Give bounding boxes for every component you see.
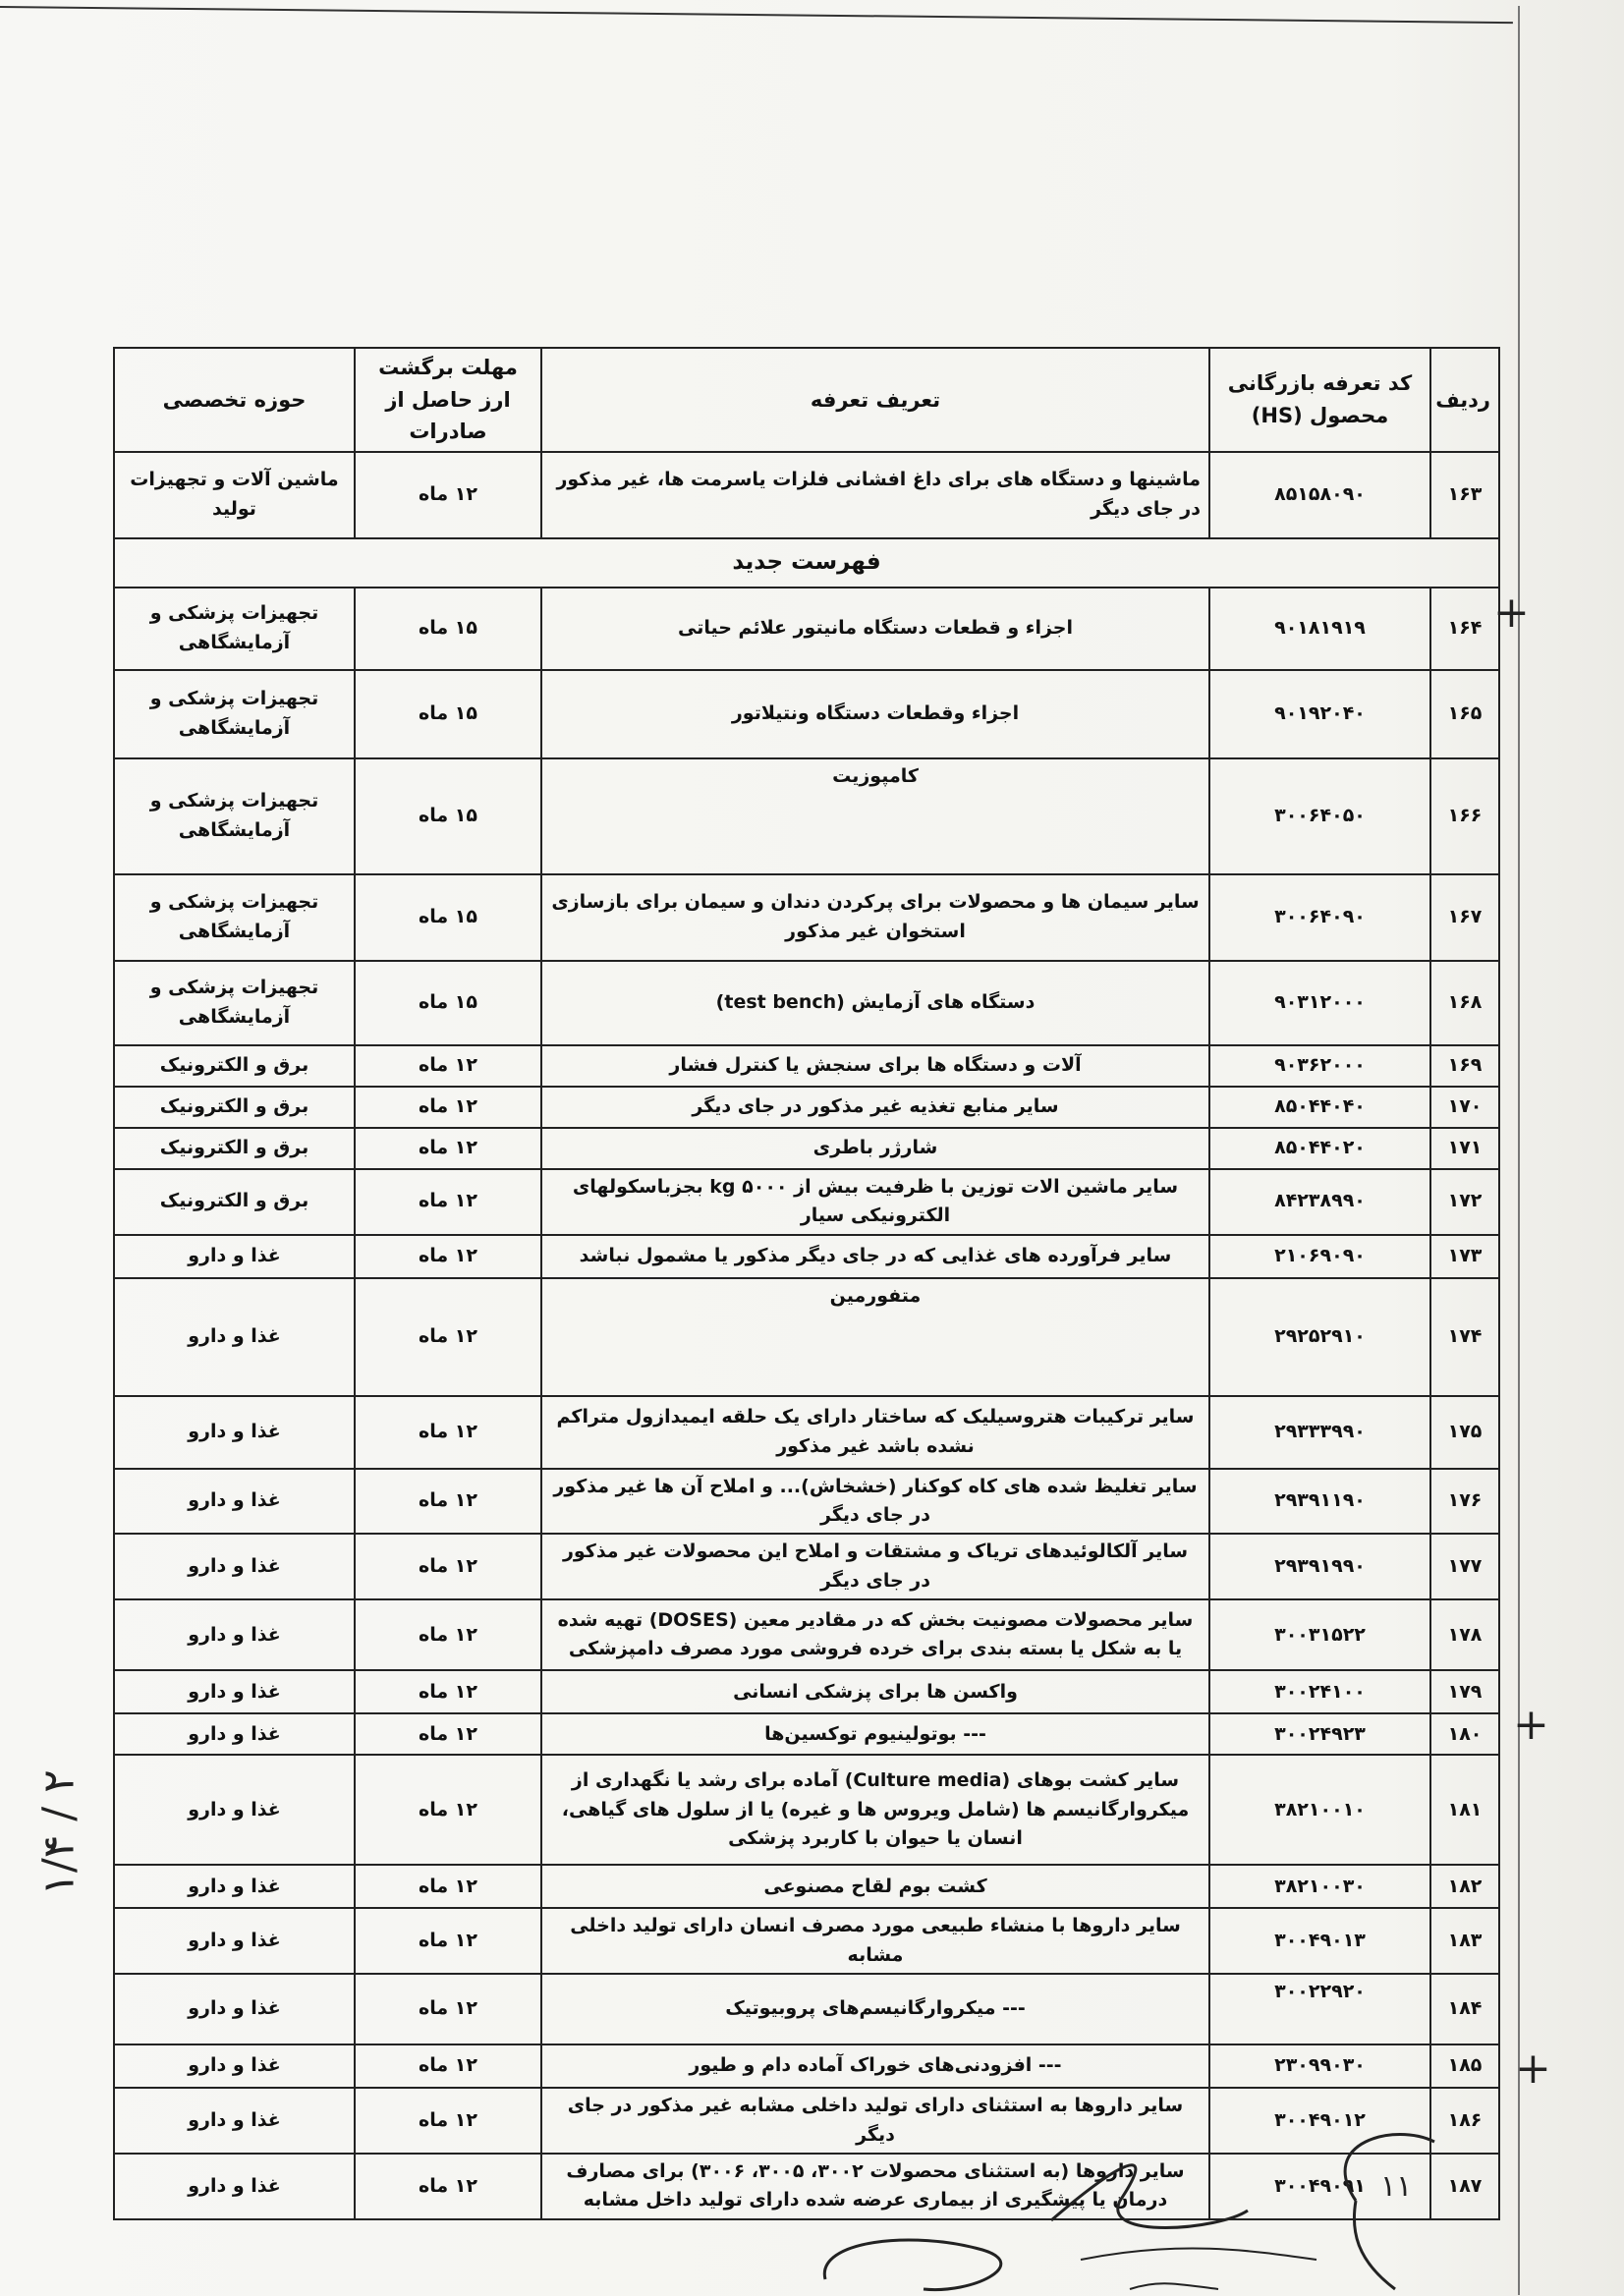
row-number: ۱۶۹: [1430, 1045, 1499, 1087]
table-row: [114, 1235, 1499, 1278]
row-number: ۱۷۱: [1430, 1128, 1499, 1169]
row-number: ۱۸۶: [1430, 2088, 1499, 2154]
section-title: فهرست جدید: [114, 538, 1499, 588]
tariff-definition: متفورمین: [541, 1278, 1209, 1396]
table-row: [114, 1974, 1499, 2044]
tariff-definition: اجزاء وقطعات دستگاه ونتیلاتور: [541, 670, 1209, 758]
specialty-field: تجهیزات پزشکی و آزمایشگاهی: [114, 874, 355, 961]
row-number: ۱۸۱: [1430, 1755, 1499, 1865]
row-number: ۱۷۴: [1430, 1278, 1499, 1396]
deadline: ۱۲ ماه: [355, 1235, 541, 1278]
hs-code: ۸۵۰۴۴۰۴۰: [1209, 1087, 1430, 1128]
hs-code: ۲۹۳۹۱۹۹۰: [1209, 1534, 1430, 1599]
header-deadline: مهلت برگشت ارز حاصل از صادرات: [355, 348, 541, 452]
deadline: ۱۲ ماه: [355, 1469, 541, 1535]
tariff-definition: سایر داروها با منشاء طبیعی مورد مصرف انسان دارای تولید داخلی مشابه: [541, 1908, 1209, 1974]
table-row: [114, 758, 1499, 874]
tariff-table: [113, 347, 1500, 2220]
hs-code: ۳۰۰۲۴۹۲۳: [1209, 1713, 1430, 1755]
deadline: ۱۲ ماه: [355, 1974, 541, 2044]
specialty-field: غذا و دارو: [114, 1599, 355, 1670]
table-row: [114, 1045, 1499, 1087]
table-header-row: [114, 348, 1499, 452]
hs-code: ۳۰۰۶۴۰۵۰: [1209, 758, 1430, 874]
tariff-definition: سایر کشت بوهای (Culture media) آماده برای رشد یا نگهداری از میکروارگانیسم ها (شامل ویروس ها و غیره) یا از سلول های گیاهی، انسان یا حیوان با کاربرد پزشکی: [541, 1755, 1209, 1865]
table-row: [114, 1396, 1499, 1469]
tariff-definition: سایر داروها به استثنای دارای تولید داخلی مشابه غیر مذکور در جای دیگر: [541, 2088, 1209, 2154]
deadline: ۱۵ ماه: [355, 758, 541, 874]
hs-code: ۸۴۲۳۸۹۹۰: [1209, 1169, 1430, 1235]
deadline: ۱۵ ماه: [355, 961, 541, 1045]
row-number: ۱۶۸: [1430, 961, 1499, 1045]
tariff-definition: --- بوتولینیوم توکسین‌ها: [541, 1713, 1209, 1755]
deadline: ۱۵ ماه: [355, 874, 541, 961]
table-row: [114, 452, 1499, 538]
specialty-field: غذا و دارو: [114, 1908, 355, 1974]
row-number: ۱۶۳: [1430, 452, 1499, 538]
margin-plus-mark: +: [1493, 588, 1530, 638]
deadline: ۱۲ ماه: [355, 1755, 541, 1865]
table-row: [114, 1128, 1499, 1169]
row-number: ۱۷۵: [1430, 1396, 1499, 1469]
margin-handwritten-note: ۱/۴ / ۲: [33, 1769, 84, 1896]
specialty-field: غذا و دارو: [114, 2154, 355, 2219]
tariff-definition: سایر محصولات مصونیت بخش که در مقادیر معین (DOSES) تهیه شده یا به شکل یا بسته بندی برای خرده فروشی مورد مصرف دامپزشکی: [541, 1599, 1209, 1670]
row-number: ۱۸۷: [1430, 2154, 1499, 2219]
specialty-field: برق و الکترونیک: [114, 1045, 355, 1087]
hs-code: ۸۵۱۵۸۰۹۰: [1209, 452, 1430, 538]
table-row: [114, 961, 1499, 1045]
specialty-field: برق و الکترونیک: [114, 1087, 355, 1128]
hs-code: ۳۰۰۴۹۰۱۳: [1209, 1908, 1430, 1974]
tariff-definition: سایر سیمان ها و محصولات برای پرکردن دندان و سیمان برای بازسازی استخوان غیر مذکور: [541, 874, 1209, 961]
table-row: [114, 1534, 1499, 1599]
hs-code: ۲۹۳۳۳۹۹۰: [1209, 1396, 1430, 1469]
table-row: [114, 1278, 1499, 1396]
tariff-definition: اجزاء و قطعات دستگاه مانیتور علائم حیاتی: [541, 588, 1209, 670]
specialty-field: غذا و دارو: [114, 1974, 355, 2044]
tariff-definition: سایر منابع تغذیه غیر مذکور در جای دیگر: [541, 1087, 1209, 1128]
hs-code: ۳۰۰۴۹۰۹۱: [1209, 2154, 1430, 2219]
tariff-definition: --- افزودنی‌های خوراک آماده دام و طیور: [541, 2044, 1209, 2088]
hs-code: ۳۸۲۱۰۰۱۰: [1209, 1755, 1430, 1865]
signature-image: [806, 2122, 1493, 2296]
section-row: [114, 538, 1499, 588]
deadline: ۱۲ ماه: [355, 1534, 541, 1599]
row-number: ۱۶۶: [1430, 758, 1499, 874]
table-row: [114, 670, 1499, 758]
row-number: ۱۶۷: [1430, 874, 1499, 961]
tariff-definition: سایر ماشین الات توزین با ظرفیت بیش از ۵۰۰۰ kg بجزباسکولهای الکترونیکی سیار: [541, 1169, 1209, 1235]
hs-code: ۹۰۱۹۲۰۴۰: [1209, 670, 1430, 758]
specialty-field: برق و الکترونیک: [114, 1169, 355, 1235]
hs-code: ۳۰۰۲۲۹۲۰: [1209, 1974, 1430, 2044]
row-number: ۱۷۷: [1430, 1534, 1499, 1599]
row-number: ۱۸۰: [1430, 1713, 1499, 1755]
tariff-definition: --- میکروارگانیسم‌های پروبیوتیک: [541, 1974, 1209, 2044]
header-definition: تعریف تعرفه: [541, 348, 1209, 452]
specialty-field: غذا و دارو: [114, 1396, 355, 1469]
header-field: حوزه تخصصی: [114, 348, 355, 452]
deadline: ۱۵ ماه: [355, 670, 541, 758]
deadline: ۱۲ ماه: [355, 1278, 541, 1396]
tariff-definition: ماشینها و دستگاه های برای داغ افشانی فلزات یاسرمت ها، غیر مذکور در جای دیگر: [541, 452, 1209, 538]
table-row: [114, 1169, 1499, 1235]
deadline: ۱۲ ماه: [355, 1045, 541, 1087]
table-row: [114, 874, 1499, 961]
row-number: ۱۸۲: [1430, 1865, 1499, 1908]
table-row: [114, 1087, 1499, 1128]
table-row: [114, 1908, 1499, 1974]
row-number: ۱۷۹: [1430, 1670, 1499, 1713]
specialty-field: غذا و دارو: [114, 1713, 355, 1755]
deadline: ۱۲ ماه: [355, 1713, 541, 1755]
table-row: [114, 1865, 1499, 1908]
deadline: ۱۲ ماه: [355, 452, 541, 538]
hs-code: ۲۹۲۵۲۹۱۰: [1209, 1278, 1430, 1396]
tariff-definition: شارژر باطری: [541, 1128, 1209, 1169]
table-row: [114, 1713, 1499, 1755]
header-hs-code: کد تعرفه بازرگانی محصول (HS): [1209, 348, 1430, 452]
table-row: [114, 1599, 1499, 1670]
specialty-field: غذا و دارو: [114, 2088, 355, 2154]
tariff-definition: سایر ترکیبات هتروسیلیک که ساختار دارای یک حلقه ایمیدازول متراکم نشده باشد غیر مذکور: [541, 1396, 1209, 1469]
table-row: [114, 2044, 1499, 2088]
row-number: ۱۷۶: [1430, 1469, 1499, 1535]
hs-code: ۲۳۰۹۹۰۳۰: [1209, 2044, 1430, 2088]
tariff-definition: دستگاه های آزمایش (test bench): [541, 961, 1209, 1045]
hs-code: ۹۰۳۱۲۰۰۰: [1209, 961, 1430, 1045]
row-number: ۱۸۵: [1430, 2044, 1499, 2088]
tariff-definition: واکسن ها برای پزشکی انسانی: [541, 1670, 1209, 1713]
table-row: [114, 1469, 1499, 1535]
deadline: ۱۲ ماه: [355, 1908, 541, 1974]
scan-edge-right: [1518, 6, 1520, 2295]
specialty-field: غذا و دارو: [114, 1278, 355, 1396]
deadline: ۱۲ ماه: [355, 1670, 541, 1713]
hs-code: ۳۰۰۴۹۰۱۲: [1209, 2088, 1430, 2154]
deadline: ۱۲ ماه: [355, 2044, 541, 2088]
specialty-field: غذا و دارو: [114, 1865, 355, 1908]
table-row: [114, 1670, 1499, 1713]
specialty-field: تجهیزات پزشکی و آزمایشگاهی: [114, 961, 355, 1045]
specialty-field: ماشین آلات و تجهیزات تولید: [114, 452, 355, 538]
specialty-field: غذا و دارو: [114, 1670, 355, 1713]
hs-code: ۳۰۰۲۴۱۰۰: [1209, 1670, 1430, 1713]
hs-code: ۲۹۳۹۱۱۹۰: [1209, 1469, 1430, 1535]
tariff-definition: کامپوزیت: [541, 758, 1209, 874]
tariff-definition: سایر آلکالوئیدهای تریاک و مشتقات و املاح این محصولات غیر مذکور در جای دیگر: [541, 1534, 1209, 1599]
deadline: ۱۲ ماه: [355, 2088, 541, 2154]
deadline: ۱۲ ماه: [355, 1087, 541, 1128]
row-number: ۱۶۴: [1430, 588, 1499, 670]
page-mark: ۱۱: [1380, 2169, 1413, 2204]
deadline: ۱۲ ماه: [355, 1865, 541, 1908]
deadline: ۱۲ ماه: [355, 1599, 541, 1670]
specialty-field: تجهیزات پزشکی و آزمایشگاهی: [114, 670, 355, 758]
specialty-field: غذا و دارو: [114, 1469, 355, 1535]
hs-code: ۸۵۰۴۴۰۲۰: [1209, 1128, 1430, 1169]
deadline: ۱۲ ماه: [355, 1169, 541, 1235]
deadline: ۱۲ ماه: [355, 1128, 541, 1169]
row-number: ۱۸۴: [1430, 1974, 1499, 2044]
specialty-field: تجهیزات پزشکی و آزمایشگاهی: [114, 758, 355, 874]
hs-code: ۲۱۰۶۹۰۹۰: [1209, 1235, 1430, 1278]
tariff-definition: سایر داروها (به استثنای محصولات ۳۰۰۲، ۳۰۰۵، ۳۰۰۶) برای مصارف درمان یا پیشگیری از بیماری عرضه شده دارای تولید داخل مشابه: [541, 2154, 1209, 2219]
hs-code: ۹۰۱۸۱۹۱۹: [1209, 588, 1430, 670]
margin-plus-mark: +: [1515, 2044, 1551, 2094]
tariff-definition: سایر فرآورده های غذایی که در جای دیگر مذکور یا مشمول نباشد: [541, 1235, 1209, 1278]
tariff-definition: آلات و دستگاه ها برای سنجش یا کنترل فشار: [541, 1045, 1209, 1087]
specialty-field: غذا و دارو: [114, 1534, 355, 1599]
deadline: ۱۲ ماه: [355, 2154, 541, 2219]
row-number: ۱۷۳: [1430, 1235, 1499, 1278]
row-number: ۱۶۵: [1430, 670, 1499, 758]
deadline: ۱۵ ماه: [355, 588, 541, 670]
specialty-field: غذا و دارو: [114, 2044, 355, 2088]
margin-plus-mark: +: [1513, 1700, 1549, 1750]
hs-code: ۳۰۰۳۱۵۲۲: [1209, 1599, 1430, 1670]
row-number: ۱۷۰: [1430, 1087, 1499, 1128]
hs-code: ۳۸۲۱۰۰۳۰: [1209, 1865, 1430, 1908]
tariff-definition: سایر تغلیظ شده های کاه کوکنار (خشخاش)... و املاح آن ها غیر مذکور در جای دیگر: [541, 1469, 1209, 1535]
tariff-definition: کشت بوم لقاح مصنوعی: [541, 1865, 1209, 1908]
hs-code: ۳۰۰۶۴۰۹۰: [1209, 874, 1430, 961]
header-row-number: ردیف: [1430, 348, 1499, 452]
hs-code: ۹۰۳۶۲۰۰۰: [1209, 1045, 1430, 1087]
row-number: ۱۷۲: [1430, 1169, 1499, 1235]
specialty-field: برق و الکترونیک: [114, 1128, 355, 1169]
deadline: ۱۲ ماه: [355, 1396, 541, 1469]
table-row: [114, 1755, 1499, 1865]
row-number: ۱۷۸: [1430, 1599, 1499, 1670]
specialty-field: تجهیزات پزشکی و آزمایشگاهی: [114, 588, 355, 670]
specialty-field: غذا و دارو: [114, 1755, 355, 1865]
specialty-field: غذا و دارو: [114, 1235, 355, 1278]
table-row: [114, 588, 1499, 670]
row-number: ۱۸۳: [1430, 1908, 1499, 1974]
